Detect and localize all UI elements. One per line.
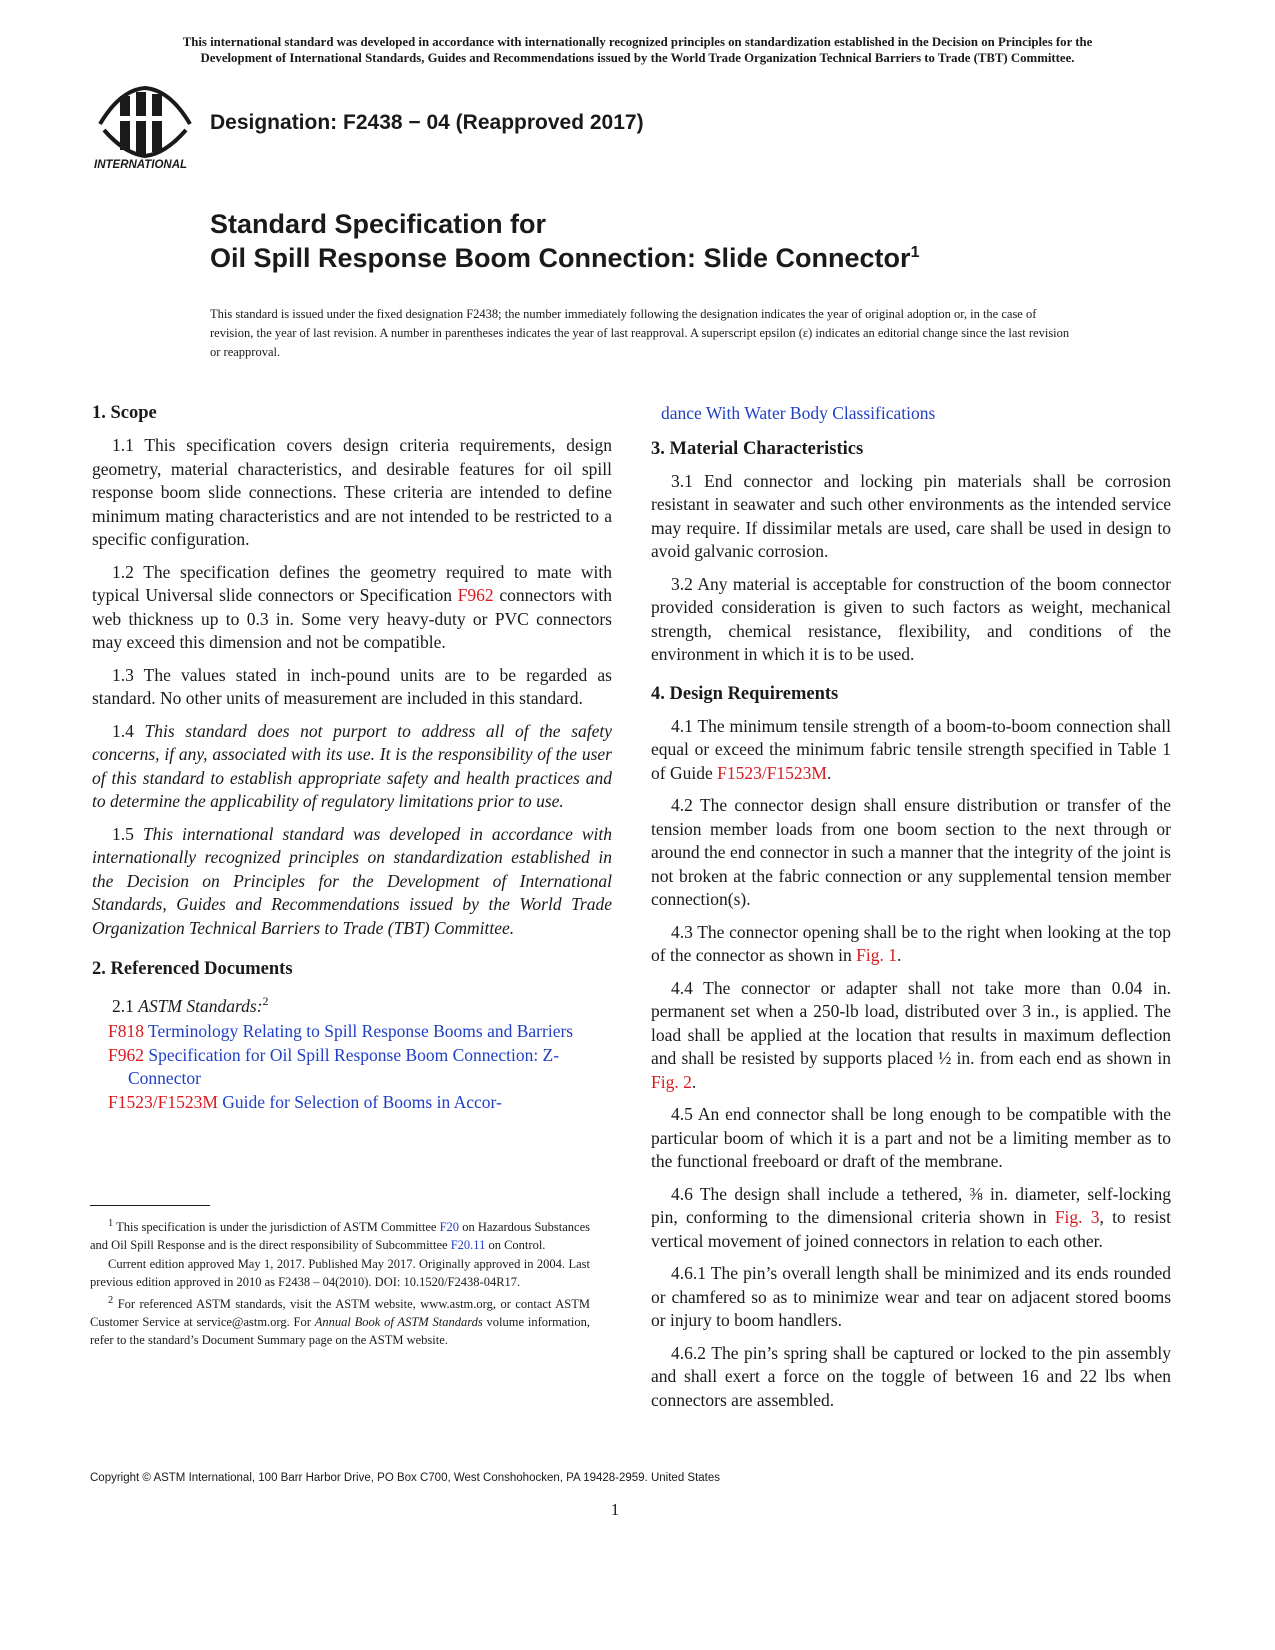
- para-4-3-end: .: [896, 945, 902, 965]
- para-4-3: [651, 921, 1171, 968]
- footnote-divider: [90, 1205, 210, 1206]
- para-4-6-text: 4.6 The design shall include a tethered, ⅜ in. diameter, self-locking pin, conforming to the dimensional criteria shown in: [651, 1183, 1171, 1227]
- footnote-2-text: For referenced ASTM standards, visit the ASTM website, www.astm.org, or contact ASTM Customer Service at service@astm.org. For: [90, 1297, 590, 1330]
- reference-item[interactable]: [108, 1020, 612, 1044]
- header-notice-line1: This international standard was developed in accordance with internationally recognized principles on standardization established in the Decision on Principles for the: [182, 35, 1093, 49]
- title-line2-text: Oil Spill Response Boom Connection: Slide Connector: [210, 243, 911, 273]
- link-f962[interactable]: F962: [457, 585, 494, 605]
- footnote-2-mark: 2: [108, 1295, 114, 1307]
- para-3-2: 3.2 Any material is acceptable for construction of the boom connector provided consideration is given to such factors as weight, mechanical strength, chemical resistance, flexibility, and conditions of the environment in which it is to be used.: [651, 573, 1171, 664]
- link-fig-1[interactable]: Fig. 1: [856, 945, 897, 965]
- footnote-2-italic: Annual Book of ASTM Standards: [314, 1315, 483, 1330]
- reference-title[interactable]: Guide for Selection of Booms in Accor-: [217, 1091, 502, 1112]
- para-4-6-1: 4.6.1 The pin’s overall length shall be minimized and its ends rounded or chamfered so as to minimize wear and tear on adjacent stored booms or injury to boom handlers.: [651, 1263, 1171, 1330]
- para-1-2-text: 1.2 The specification defines the geometry required to mate with typical Universal slide connectors or Specification: [92, 561, 612, 605]
- title-line2: [210, 241, 919, 275]
- para-4-4-text: 4.4 The connector or adapter shall not take more than 0.04 in. permanent set when a 250-lb load, distributed over 3 in., is applied. The load shall be applied at the location that results in maximum deflection and shall be resisted by supports placed ½ in. from each end as shown in: [651, 977, 1171, 1068]
- link-fig-2[interactable]: Fig. 2: [651, 1071, 692, 1092]
- para-4-6-2: 4.6.2 The pin’s spring shall be captured or locked to the pin assembly and shall exert a force on the toggle of between 16 and 22 lbs when connectors are assembled.: [651, 1342, 1171, 1410]
- para-4-6-end: , to resist vertical movement of joined connectors in relation to each other.: [651, 1207, 1171, 1251]
- reference-title[interactable]: Specification for Oil Spill Response Boom Connection: Z-Connector: [128, 1044, 560, 1089]
- para-4-1: [651, 715, 1171, 786]
- reference-code[interactable]: F962: [108, 1044, 144, 1065]
- header-notice: [90, 34, 1185, 66]
- reference-list: [92, 1020, 612, 1114]
- para-4-1-text: 4.1 The minimum tensile strength of a boom-to-boom connection shall equal or exceed the minimum fabric tensile strength specified in Table 1 of Guide: [651, 715, 1171, 783]
- para-1-2: [92, 561, 612, 655]
- para-3-1: 3.1 End connector and locking pin materials shall be corrosion resistant in seawater and such other environments as the intended service may require. If dissimilar metals are used, care shall be used in design to avoid galvanic corrosion.: [651, 470, 1171, 561]
- para-1-1: 1.1 This specification covers design criteria requirements, design geometry, material characteristics, and desirable features for oil spill response boom slide connections. These criteria are intended to define minimum mating characteristics and are not intended to be restricted to a specific configuration.: [92, 435, 612, 549]
- para-4-3-text: 4.3 The connector opening shall be to the right when looking at the top of the connector as shown in: [651, 921, 1171, 965]
- referenced-documents-heading: 2. Referenced Documents: [92, 959, 293, 979]
- para-4-5: 4.5 An end connector shall be long enough to be compatible with the particular boom of which it is a part and not be a limiting member as to the functional freeboard or draft of the membrane.: [651, 1104, 1171, 1171]
- para-4-1-end: .: [827, 762, 832, 783]
- reference-continuation[interactable]: dance With Water Body Classifications: [661, 403, 936, 423]
- copyright-notice: Copyright © ASTM International, 100 Barr Harbor Drive, PO Box C700, West Conshohocken, PA 19428-2959. United States: [90, 1472, 721, 1484]
- para-1-2-text-end: connectors with web thickness up to 0.3 in. Some very heavy-duty or PVC connectors may exceed this dimension and not be compatible.: [92, 585, 612, 652]
- para-1-4-text: This standard does not purport to address all of the safety concerns, if any, associated with its use. It is the responsibility of the user of this standard to establish appropriate safety and health practices and to determine the applicability of regulatory limitations prior to use.: [92, 720, 613, 811]
- para-1-5-number: 1.5: [112, 823, 143, 844]
- link-fig-3[interactable]: Fig. 3: [1054, 1207, 1100, 1227]
- para-1-5: [92, 823, 612, 941]
- para-1-5-text: This international standard was developed in accordance with internationally recognized principles on standardization established in the Decision on Principles for the Development of International Standards, Guides and Recommendations issued by the World Trade Organization Technical Barriers to Trade (TBT) Committee.: [92, 823, 613, 938]
- para-4-6: [651, 1183, 1171, 1254]
- reference-code[interactable]: F818: [108, 1021, 144, 1042]
- page-number: 1: [610, 1500, 620, 1519]
- footnote-1: [90, 1215, 590, 1254]
- document-title: [210, 207, 919, 275]
- scope-heading: 1. Scope: [92, 403, 157, 423]
- footnote-1-text: This specification is under the jurisdiction of ASTM Committee: [113, 1220, 440, 1235]
- para-4-4: [651, 977, 1171, 1095]
- reference-item[interactable]: [108, 1044, 612, 1091]
- astm-logo: [90, 82, 200, 172]
- footnotes: [90, 1215, 590, 1350]
- left-column: [92, 402, 612, 1114]
- para-2-1: [92, 990, 612, 1018]
- footnote-2: [90, 1292, 590, 1349]
- header-notice-line2: Development of International Standards, Guides and Recommendations issued by the World Trade Organization Technical Barriers to Trade (TBT) Committee.: [200, 51, 1075, 65]
- footnote-1-mark: 1: [108, 1218, 114, 1229]
- link-f20-11[interactable]: F20.11: [450, 1238, 486, 1253]
- para-2-1-text: ASTM Standards:: [138, 995, 263, 1016]
- para-1-4-number: 1.4: [112, 720, 145, 741]
- material-heading: 3. Material Characteristics: [651, 438, 864, 459]
- design-heading: 4. Design Requirements: [651, 683, 839, 704]
- title-footnote-mark: 1: [910, 244, 920, 261]
- footnote-1-text-end: on Control.: [485, 1238, 546, 1253]
- footnote-2-text-end: volume information, refer to the standard’s Document Summary page on the ASTM website.: [90, 1315, 590, 1348]
- link-f1523[interactable]: F1523/F1523M: [717, 762, 827, 783]
- logo-text: INTERNATIONAL: [94, 159, 188, 171]
- para-4-4-end: .: [691, 1071, 697, 1092]
- para-2-1-number: 2.1: [112, 995, 139, 1016]
- link-f20[interactable]: F20: [439, 1220, 460, 1235]
- para-2-1-footnote-mark: 2: [262, 994, 269, 1008]
- footnote-1-text-mid: on Hazardous Substances and Oil Spill Response and is the direct responsibility of Subcommittee: [90, 1220, 590, 1253]
- para-1-4: [92, 720, 612, 814]
- para-1-3: 1.3 The values stated in inch-pound units are to be regarded as standard. No other units of measurement are included in this standard.: [92, 664, 612, 708]
- reference-item[interactable]: [108, 1091, 612, 1115]
- issued-note: This standard is issued under the fixed designation F2438; the number immediately following the designation indicates the year of original adoption or, in the case of revision, the year of last revision. A number in parentheses indicates the year of last reapproval. A superscript epsilon (ε) indicates an editorial change since the last revision or reapproval.: [210, 307, 1070, 359]
- right-column: [651, 402, 1171, 1421]
- designation: Designation: F2438 − 04 (Reapproved 2017): [210, 111, 644, 134]
- footnote-edition: Current edition approved May 1, 2017. Published May 2017. Originally approved in 2004. Last previous edition approved in 2010 as F2438 – 04(2010). DOI: 10.1520/F2438-04R17.: [90, 1257, 590, 1290]
- reference-title[interactable]: Terminology Relating to Spill Response Booms and Barriers: [143, 1021, 574, 1042]
- reference-code[interactable]: F1523/F1523M: [108, 1091, 218, 1112]
- astm-logo-mark: [90, 82, 200, 172]
- para-4-2: 4.2 The connector design shall ensure distribution or transfer of the tension member loads from one boom section to the next through or around the end connector in such a manner that the integrity of the joint is not broken at the fabric connection or any supplemental tension member connection(s).: [651, 795, 1171, 909]
- title-line1: Standard Specification for: [210, 209, 547, 239]
